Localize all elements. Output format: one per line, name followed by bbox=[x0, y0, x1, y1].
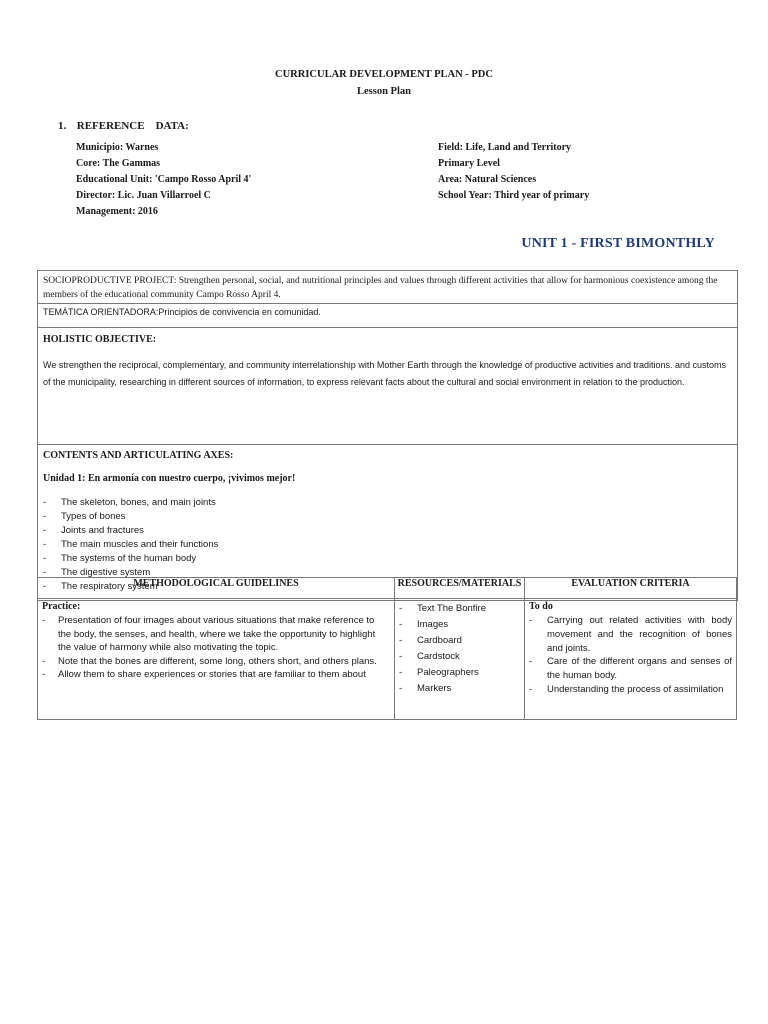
table-header-row bbox=[38, 578, 737, 599]
reference-label: REFERENCE DATA: bbox=[76, 120, 189, 132]
director-field: Director: Lic. Juan Villarroel C bbox=[76, 190, 211, 201]
to-do-label: To do bbox=[529, 601, 553, 612]
list-item: - Note that the bones are different, some long, others short, and others plans. bbox=[42, 655, 390, 669]
methodological-list bbox=[42, 614, 390, 682]
contents-unit: Unidad 1: En armonía con nuestro cuerpo, ¡vivimos mejor! bbox=[43, 473, 296, 484]
municipio-field: Municipio: Warnes bbox=[76, 142, 159, 153]
table-row bbox=[38, 599, 737, 720]
core-field: Core: The Gammas bbox=[76, 158, 161, 169]
document-title: CURRICULAR DEVELOPMENT PLAN - PDC bbox=[275, 69, 493, 80]
school-year-field: School Year: Third year of primary bbox=[438, 190, 590, 201]
contents-label: CONTENTS AND ARTICULATING AXES: bbox=[43, 450, 234, 461]
list-item: - Presentation of four images about various situations that make reference to the body, the senses, and health, where we take the opportunity to highlight the value of harmony while also motivating the topic. bbox=[42, 614, 390, 655]
list-item: - The respiratory system bbox=[43, 580, 732, 594]
list-item: - Understanding the process of assimilation bbox=[529, 683, 732, 697]
guidelines-table bbox=[37, 577, 737, 720]
resources-cell bbox=[395, 599, 525, 720]
reference-heading bbox=[58, 120, 189, 132]
field-field: Field: Life, Land and Territory bbox=[438, 142, 572, 153]
list-item: - Cardboard bbox=[399, 633, 520, 649]
methodological-header: METHODOLOGICAL GUIDELINES bbox=[38, 578, 395, 599]
management-field: Management: 2016 bbox=[76, 206, 158, 217]
list-item: - The systems of the human body bbox=[43, 552, 732, 566]
methodological-cell bbox=[38, 599, 395, 720]
list-item: - The main muscles and their functions bbox=[43, 538, 732, 552]
resources-list bbox=[399, 601, 520, 697]
list-item: - Paleographers bbox=[399, 665, 520, 681]
holistic-objective-section bbox=[38, 328, 737, 445]
evaluation-cell bbox=[525, 599, 737, 720]
list-item: - Allow them to share experiences or stories that are familiar to them about bbox=[42, 668, 390, 682]
level-field: Primary Level bbox=[438, 158, 500, 169]
list-item: - Carrying out related activities with body movement and the recognition of bones and joints. bbox=[529, 614, 732, 655]
socioproductive-project: SOCIOPRODUCTIVE PROJECT: Strengthen personal, social, and nutritional principles and values through different activities that allow for harmonious coexistence among the members of the educational community Campo Rosso April 4. bbox=[38, 271, 737, 304]
list-item: - The skeleton, bones, and main joints bbox=[43, 496, 732, 510]
list-item: - Images bbox=[399, 617, 520, 633]
list-item: - Joints and fractures bbox=[43, 524, 732, 538]
holistic-objective-text: We strengthen the reciprocal, complementary, and community interrelationship with Mother Earth through the knowledge of productive activities and traditions. and customs of the municipality, researching in different sources of information, to express relevant facts about the cultural and social environment in relation to the production. bbox=[43, 360, 727, 387]
list-item: - Types of bones bbox=[43, 510, 732, 524]
document-subtitle: Lesson Plan bbox=[357, 86, 411, 97]
reference-right-column bbox=[438, 140, 589, 204]
resources-header: RESOURCES/MATERIALS bbox=[395, 578, 525, 599]
practice-label: Practice: bbox=[42, 601, 81, 612]
plan-box bbox=[37, 270, 738, 601]
holistic-objective-label: HOLISTIC OBJECTIVE: bbox=[43, 334, 157, 345]
educational-unit-field: Educational Unit: 'Campo Rosso April 4' bbox=[76, 174, 252, 185]
area-field: Area: Natural Sciences bbox=[438, 174, 537, 185]
evaluation-list bbox=[529, 614, 732, 697]
list-item: - The digestive system bbox=[43, 566, 732, 580]
reference-left-column bbox=[76, 140, 251, 220]
list-item: - Markers bbox=[399, 681, 520, 697]
evaluation-header: EVALUATION CRITERIA bbox=[525, 578, 737, 599]
list-item: - Text The Bonfire bbox=[399, 601, 520, 617]
reference-number: 1. bbox=[58, 120, 67, 132]
tematica-orientadora: TEMÁTICA ORIENTADORA:Principios de convivencia en comunidad. bbox=[38, 304, 737, 328]
unit-title: UNIT 1 - FIRST BIMONTHLY bbox=[521, 236, 715, 251]
list-item: - Care of the different organs and senses of the human body. bbox=[529, 655, 732, 683]
list-item: - Cardstock bbox=[399, 649, 520, 665]
